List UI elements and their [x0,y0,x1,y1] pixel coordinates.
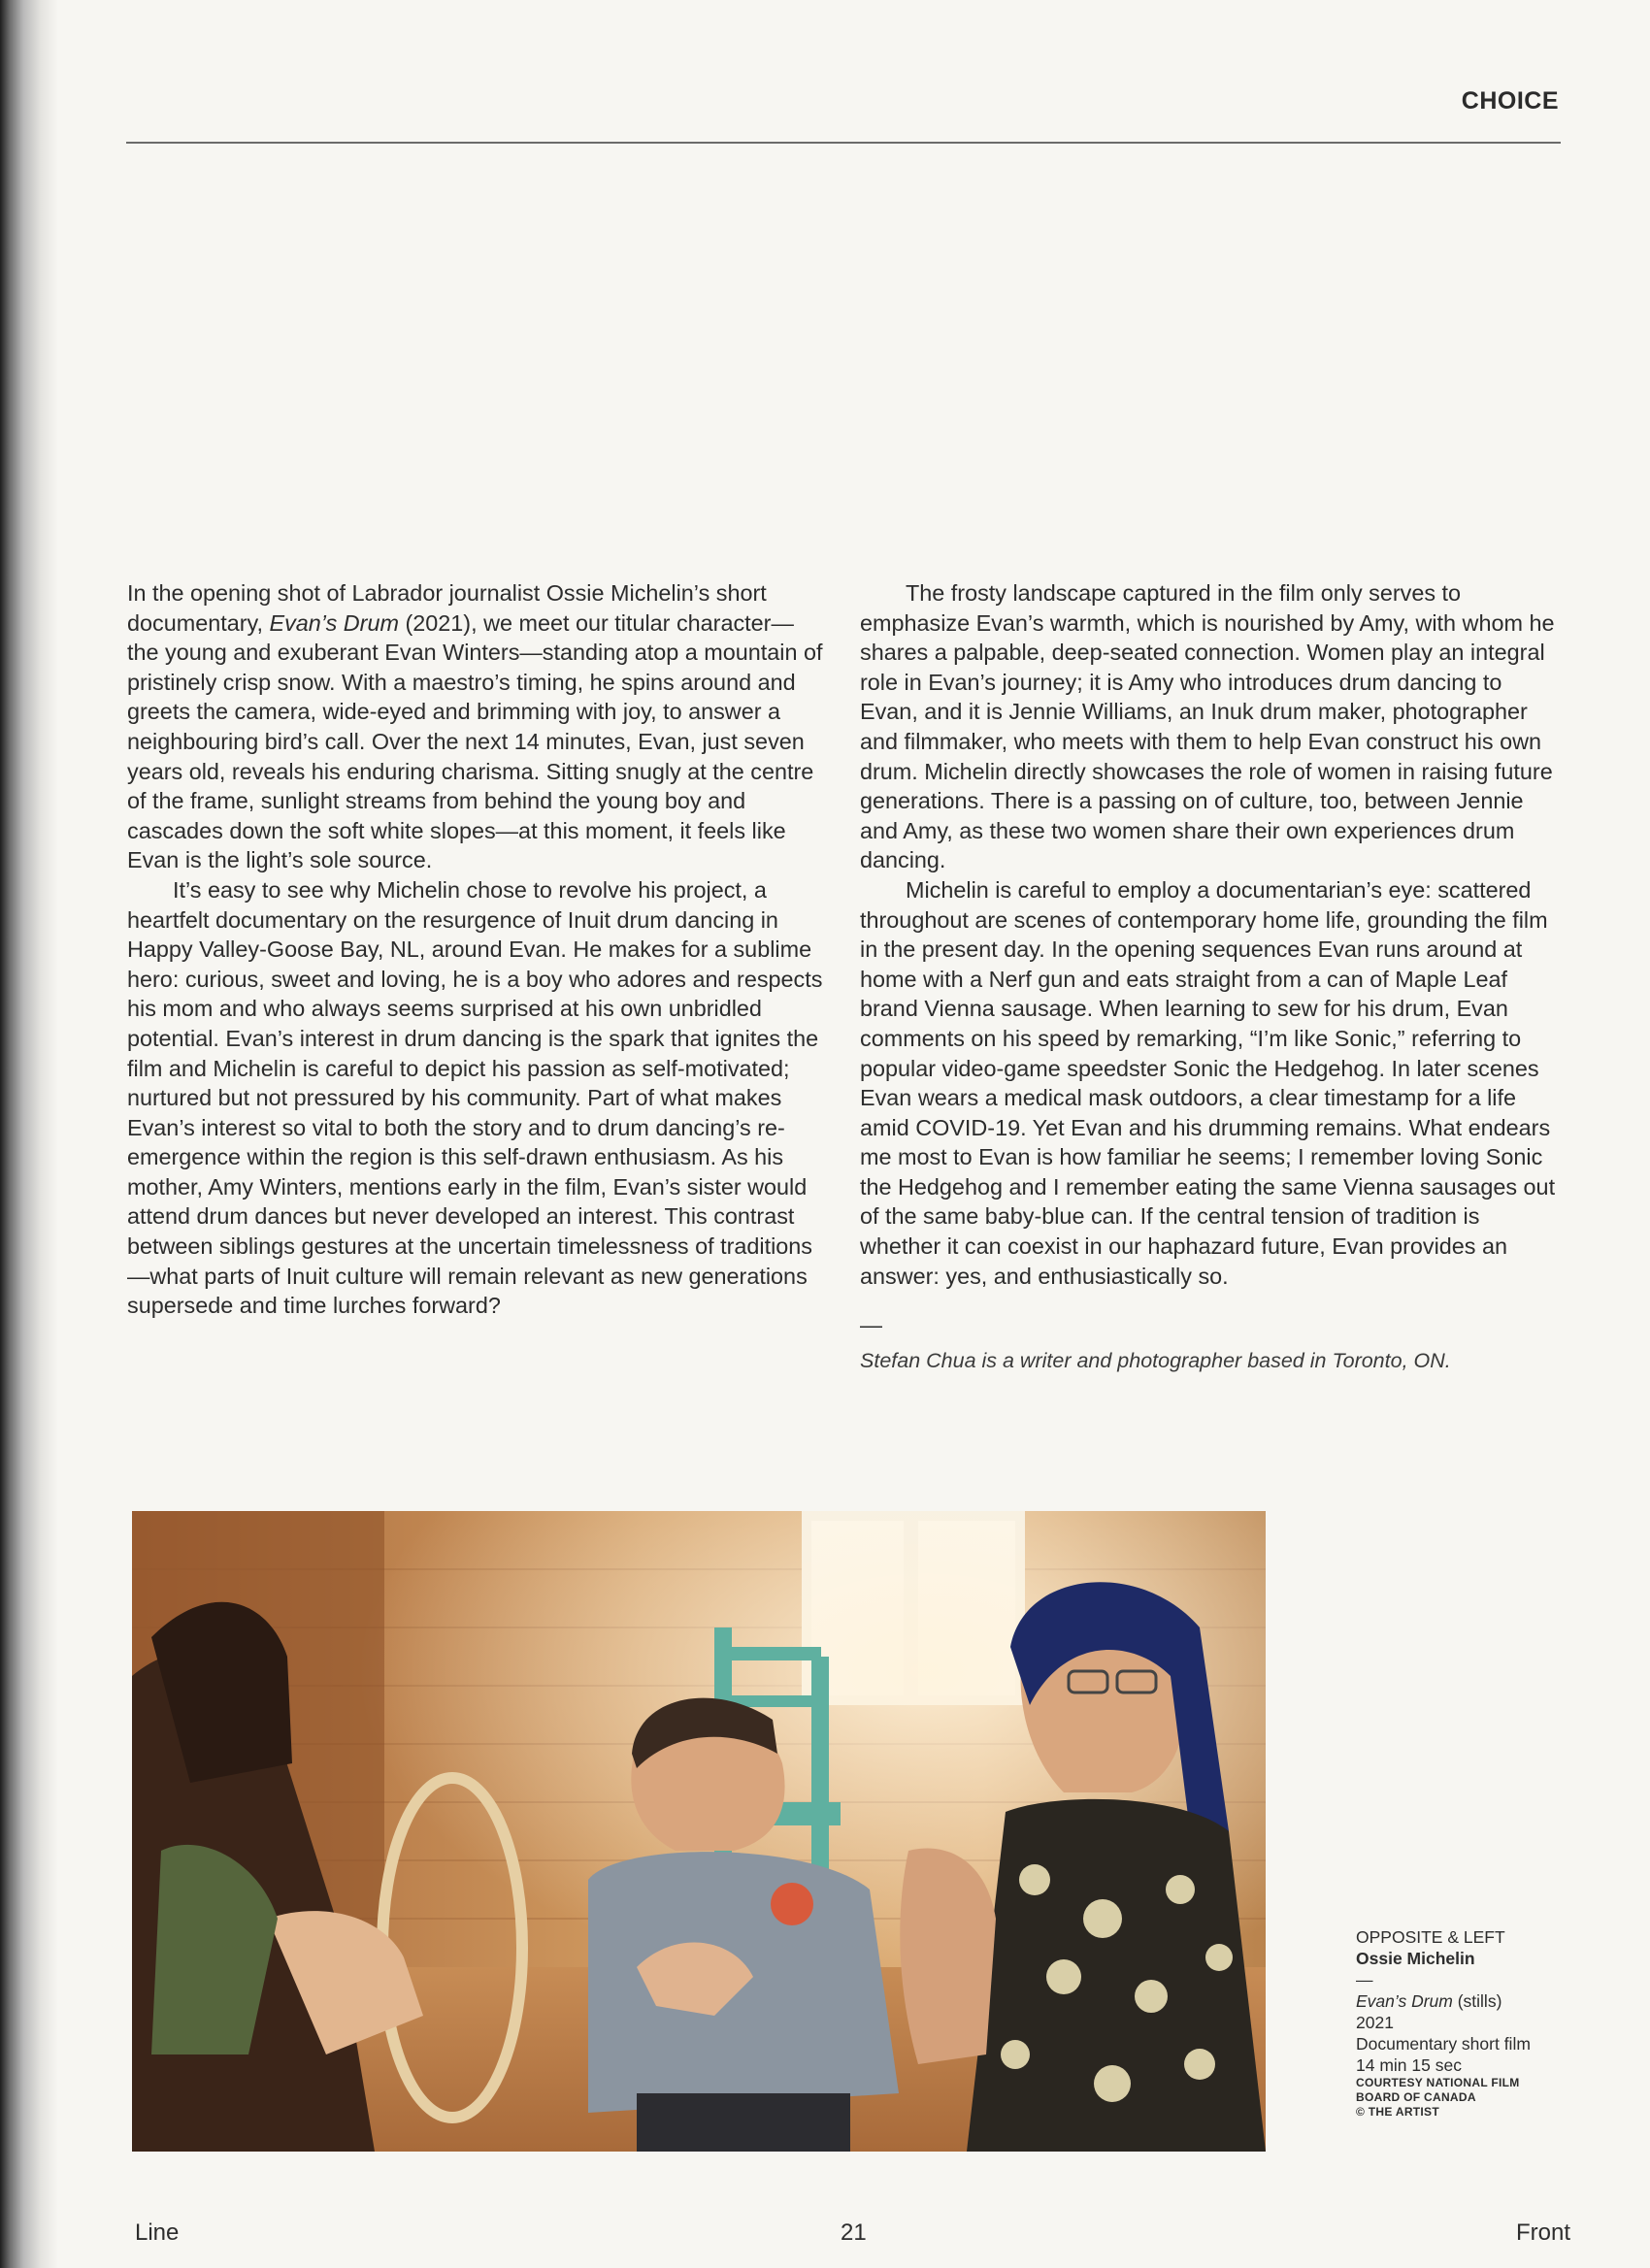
caption-dash: — [1356,1970,1373,1989]
caption-credit: © THE ARTIST [1356,2105,1439,2119]
caption-artist: Ossie Michelin [1356,1949,1475,1968]
caption-title-line: Evan’s Drum (stills) [1356,1991,1502,2011]
author-bio: Stefan Chua is a writer and photographer based in Toronto, ON. [860,1348,1451,1372]
footer-left: Line [135,2219,180,2246]
paragraph: It’s easy to see why Michelin chose to revolve his project, a heartfelt documentary on the resurgence of Inuit drum dancing in Happy Valley-Goose Bay, NL, around Evan. He makes for a sublime hero: curious, sweet and loving, he is a boy who adores and respects his mom and who always seems surprised at his own unbridled potential. Evan’s interest in drum dancing is the spark that ignites the film and Michelin is careful to depict his passion as self-motivated; nurtured but not pressured by his community. Part of what makes Evan’s interest so vital to both the story and to drum dancing’s re-emergence within the region is this self-drawn enthusiasm. As his mother, Amy Winters, mentions early in the film, Evan’s sister would attend drum dances but never developed an interest. This contrast between siblings gestures at the uncertain timelessness of traditions—what parts of Inuit culture will remain relevant as new generations supersede and time lurches forward? [127,876,823,1319]
header-rule [126,142,1561,144]
photo-caption [1356,1926,1560,2120]
article-column-left [127,578,824,1321]
caption-duration: 14 min 15 sec [1356,2055,1462,2075]
film-title: Evan’s Drum [269,609,399,636]
paragraph: In the opening shot of Labrador journalist Ossie Michelin’s short documentary, Evan’s Drum (2021), we meet our titular character—the young and exuberant Evan Winters—standing atop a mountain of pristinely crisp snow. With a maestro’s timing, he spins around and greets the camera, wide-eyed and brimming with joy, to answer a neighbouring bird’s call. Over the next 14 minutes, Evan, just seven years old, reveals his enduring charisma. Sitting snugly at the centre of the frame, sunlight streams from behind the young boy and cascades down the soft white slopes—at this moment, it feels like Evan is the light’s sole source. [127,580,823,873]
caption-credit: BOARD OF CANADA [1356,2090,1476,2104]
film-still-photo [132,1511,1266,2152]
caption-label: OPPOSITE & LEFT [1356,1927,1505,1947]
footer-right: Front [1515,2219,1570,2246]
caption-medium: Documentary short film [1356,2034,1531,2054]
paragraph: Michelin is careful to employ a documentarian’s eye: scattered throughout are scenes of contemporary home life, grounding the film in the present day. In the opening sequences Evan runs around at home with a Nerf gun and eats straight from a can of Maple Leaf brand Vienna sausage. When learning to sew for his drum, Evan comments on his speed by remarking, “I’m like Sonic,” referring to popular video-game speedster Sonic the Hedgehog. In later scenes Evan wears a medical mask outdoors, a clear timestamp for a life amid COVID-19. Yet Evan and his drumming remains. What endears me most to Evan is how familiar he seems; I remember loving Sonic the Hedgehog and I remember eating the same Vienna sausages out of the same baby-blue can. If the central tension of tradition is whether it can coexist in our haphazard future, Evan provides an answer: yes, and enthusiastically so. [860,876,1556,1289]
film-still-illustration [132,1511,1266,2152]
page-number: 21 [841,2219,867,2246]
article-column-right [860,578,1557,1375]
paragraph: The frosty landscape captured in the film only serves to emphasize Evan’s warmth, which is nourished by Amy, with whom he shares a palpable, deep-seated connection. Women play an integral role in Evan’s journey; it is Amy who introduces drum dancing to Evan, and it is Jennie Williams, an Inuk drum maker, photographer and filmmaker, who meets with them to help Evan construct his own drum. Michelin directly showcases the role of women in raising future generations. There is a passing on of culture, too, between Jennie and Amy, as these two women share their own experiences drum dancing. [860,580,1555,873]
caption-credit: COURTESY NATIONAL FILM [1356,2076,1520,2089]
page-binding-shadow [0,0,58,2268]
caption-title: Evan’s Drum [1356,1991,1453,2011]
section-label: CHOICE [1461,87,1559,115]
caption-year: 2021 [1356,2013,1394,2032]
author-dash: — [860,1312,882,1338]
